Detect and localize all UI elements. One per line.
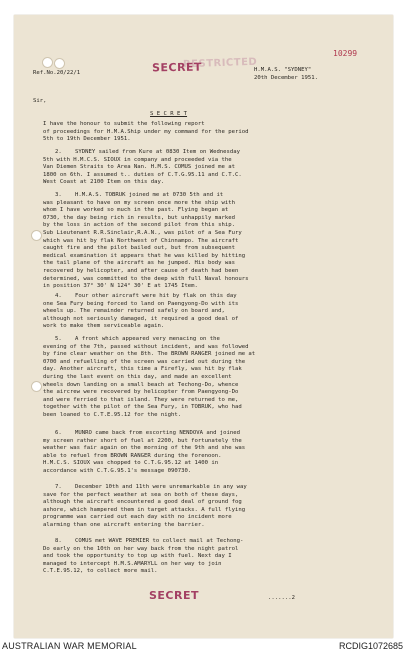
paragraph-number: 6. (55, 430, 62, 436)
paragraph-6: MUNRO came back from escorting NENDOVA and joined my screen rather short of fuel at 2200, but fortunately the weather was fair again on the morning of the 9th and she was able to refuel from BROWN RANGER during the forenoon. H.M.C.S. SIOUX was chopped to C.T.G.95.12 at 1400 in accordance with C.T.G.95.1's message 090730. (43, 430, 246, 474)
archive-reference: RCDIG1072685 (338, 641, 403, 651)
paragraph-4: Four other aircraft were hit by flak on this day one Sea Fury being forced to land on Paengyong-Do with its wheels up. The remainder returned safely on board and, although not seriously damaged, it required a good deal of work to make them serviceable again. (43, 293, 239, 330)
archive-footer (0, 640, 406, 654)
paragraph-5: A front which appeared very menacing on the evening of the 7th, passed without incident, and was followed by fine clear weather on the 8th. The BROWN RANGER joined me at 0700 and refuelling of the screen was carried out during the day. Another aircraft, this time a Firefly, was hit by flak during the last event on this day, and made an excellent wheels down landing on a small beach at Techong-Do, whence the aircrew were recovered by helicopter from Paengyong-Do and were ferried to that island. They were returned to me, together with the pilot of the Sea Fury, in TOBRUK, who had been loaned to C.T.E.95.12 for the night. (43, 336, 256, 418)
salutation: Sir, (33, 98, 47, 104)
punch-hole (54, 58, 65, 69)
punch-hole (42, 57, 53, 68)
continuation-marker: .......2 (268, 595, 295, 601)
paragraph-number: 5. (55, 336, 62, 342)
restricted-stamp: RESTRICTED (182, 56, 258, 71)
intro-paragraph: I have the honour to submit the following report of proceedings for H.M.A.Ship under my command for the period 5th to 19th December 1951. (43, 121, 249, 143)
classification-heading: S E C R E T (150, 111, 188, 117)
punch-hole (31, 381, 42, 392)
paragraph-number: 8. (55, 538, 62, 544)
ship-name: H.M.A.S. "SYDNEY" (254, 67, 312, 73)
paragraph-number: 3. (55, 192, 62, 198)
secret-stamp-top: SECRET (151, 60, 203, 75)
paragraph-number: 2. (55, 149, 62, 155)
file-number: 10299 (333, 49, 358, 58)
paragraph-3: H.M.A.S. TOBRUK joined me at 0730 5th and it was pleasant to have on my screen once more the ship with whom I have worked so much in the past. Flying began at 0730, the day being rich in results, but unhappily marked by the loss in action of the second pilot from this ship. Sub Lieutenant R.R.Sinclair,R.A.N., was pilot of a Sea Fury which was hit by flak Northwest of Chinnampo. The aircraft caught fire and the pilot bailed out, but from subsequent medical examination it appears that he was killed by hitting the tail plane of the aircraft as he jumped. His body was recovered by helicopter, and after cause of death had been determined, was committed to the deep with full Naval honours in position 37° 30' N 124° 30' E at 1745 Item. (43, 192, 249, 290)
paragraph-2: SYDNEY sailed from Kure at 0830 Item on Wednesday 5th with H.M.C.S. SIOUX in company and proceeded via the Van Diemen Straits to Area Nan. H.M.S. COMUS joined me at 1800 on 6th. I assumed t.. duties of C.T.G.95.11 and C.T.C. West Coast at 2100 Item on this day. (43, 149, 242, 186)
secret-stamp-bottom: SECRET (149, 589, 199, 602)
reference-number: Ref.No.20/22/1 (33, 70, 81, 76)
paragraph-number: 7. (55, 484, 62, 490)
punch-hole (31, 230, 42, 241)
paragraph-8: COMUS met WAVE PREMIER to collect mail at Techong- Do early on the 10th on her way back from the night patrol and took the opportunity to top up with fuel. Next day I managed to intercept H.M.S.AMARYLL on her way to join C.T.E.95.12, to collect more mail. (43, 538, 244, 575)
letter-date: 20th December 1951. (254, 75, 318, 81)
paragraph-number: 4. (55, 293, 62, 299)
archive-name: AUSTRALIAN WAR MEMORIAL (2, 641, 137, 651)
paragraph-7: December 10th and 11th were unremarkable in any way save for the perfect weather at sea on both of these days, although the aircraft encountered a good deal of ground fog ashore, which hampered them in target attacks. A full flying programme was carried out each day with no incident more alarming than one aircraft entering the barrier. (43, 484, 247, 528)
